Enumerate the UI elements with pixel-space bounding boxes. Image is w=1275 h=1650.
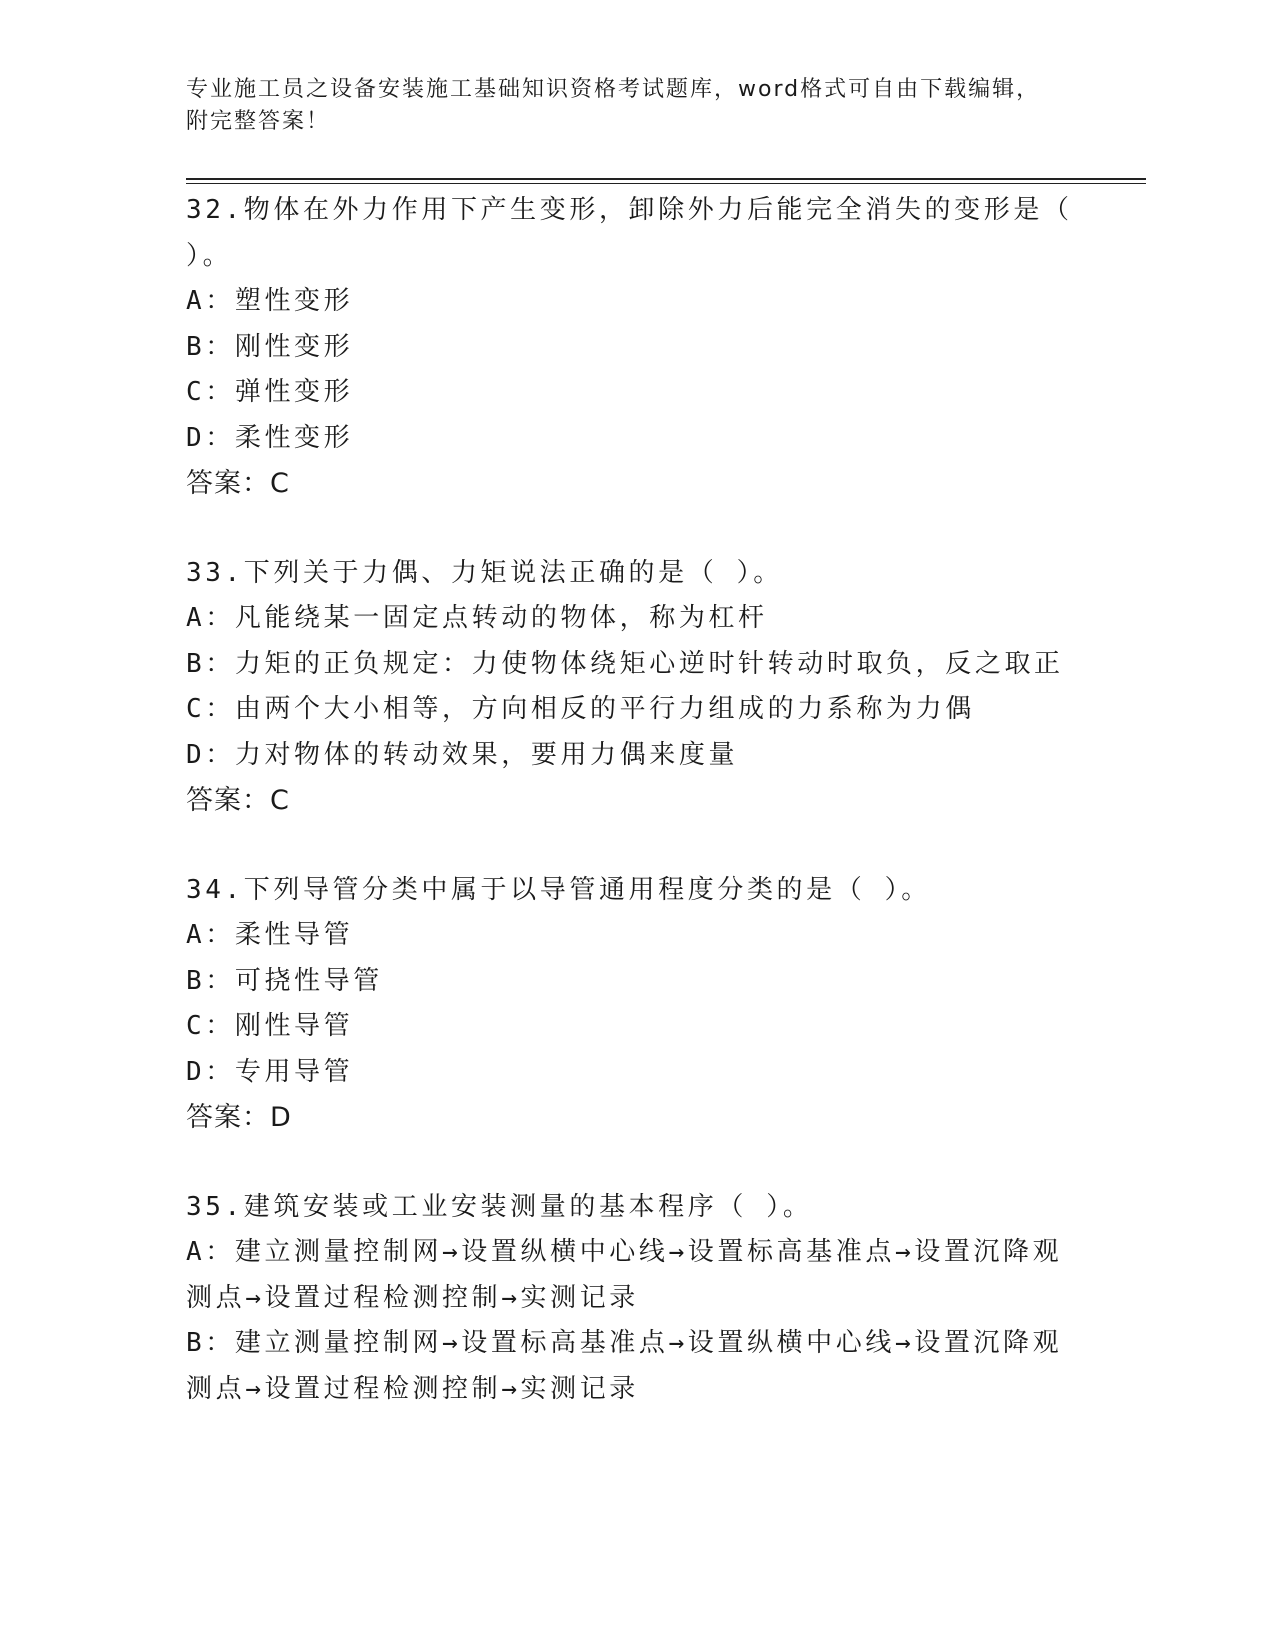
option-line: B：建立测量控制网→设置标高基准点→设置纵横中心线→设置沉降观 [186, 1328, 1063, 1358]
option-a: A：凡能绕某一固定点转动的物体，称为杠杆 [186, 603, 768, 633]
option-b: B：刚性变形 [186, 331, 354, 362]
header-line-1: 专业施工员之设备安装施工基础知识资格考试题库，word格式可自由下载编辑， [186, 77, 1041, 102]
question-stem [186, 188, 1086, 279]
option-line: A：建立测量控制网→设置纵横中心线→设置标高基准点→设置沉降观 [186, 1237, 1063, 1267]
option-c: C：弹性变形 [186, 377, 354, 407]
option-a: A：柔性导管 [186, 920, 354, 950]
option-d: D：专用导管 [186, 1056, 354, 1087]
question-stem-line: 32.物体在外力作用下产生变形，卸除外力后能完全消失的变形是（ [186, 195, 1073, 225]
document-header [186, 74, 1086, 138]
option-line: 测点→设置过程检测控制→实测记录 [186, 1373, 639, 1404]
answer: 答案：C [186, 468, 290, 499]
question-32 [186, 188, 1086, 507]
header-divider-thin [186, 183, 1146, 184]
option-a [186, 1230, 1086, 1321]
option-c: C：刚性导管 [186, 1011, 354, 1041]
answer: 答案：D [186, 1102, 292, 1133]
question-35 [186, 1185, 1086, 1413]
header-divider-thick [186, 178, 1146, 180]
option-line: 测点→设置过程检测控制→实测记录 [186, 1282, 639, 1313]
question-stem: 33.下列关于力偶、力矩说法正确的是（ ）。 [186, 557, 783, 588]
question-34 [186, 868, 1086, 1141]
option-b: B：力矩的正负规定：力使物体绕矩心逆时针转动时取负，反之取正 [186, 648, 1064, 679]
option-c: C：由两个大小相等，方向相反的平行力组成的力系称为力偶 [186, 694, 975, 724]
option-b [186, 1321, 1086, 1412]
header-line-2: 附完整答案！ [186, 109, 331, 134]
question-stem: 35.建筑安装或工业安装测量的基本程序（ ）。 [186, 1191, 813, 1222]
option-d: D：力对物体的转动效果，要用力偶来度量 [186, 739, 739, 770]
answer: 答案：C [186, 785, 290, 816]
question-33 [186, 551, 1086, 824]
question-stem-line: ）。 [186, 240, 233, 271]
option-d: D：柔性变形 [186, 422, 354, 453]
question-list [186, 188, 1086, 1456]
option-b: B：可挠性导管 [186, 965, 383, 996]
option-a: A：塑性变形 [186, 286, 354, 316]
question-stem: 34.下列导管分类中属于以导管通用程度分类的是（ ）。 [186, 874, 931, 905]
